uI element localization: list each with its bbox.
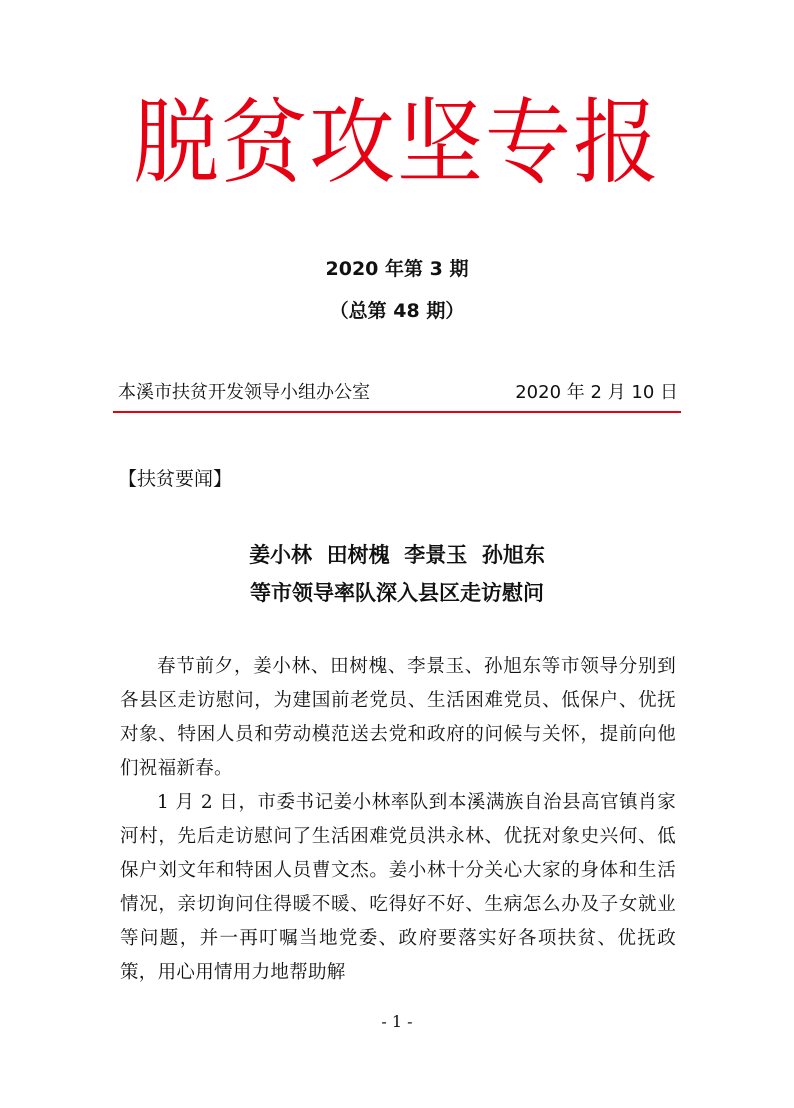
section-tag: 【扶贫要闻】 xyxy=(118,468,233,490)
page-number: - 1 - xyxy=(381,1012,413,1031)
article-headline-line2: 等市领导率队深入县区走访慰问 xyxy=(250,581,544,605)
paragraph: 1 月 2 日，市委书记姜小林率队到本溪满族自治县高官镇肖家河村，先后走访慰问了生活困难党员洪永林、优抚对象史兴何、低保户刘文年和特困人员曹文杰。姜小林十分关心大家的身体和生活情况，亲切询问住得暖不暖、吃得好不好、生病怎么办及子女就业等问题，并一再叮嘱当地党委、政府要落实好各项扶贫、优抚政策，用心用情用力地帮助解 xyxy=(120,792,676,983)
header-line xyxy=(118,380,678,406)
issuing-organization: 本溪市扶贫开发领导小组办公室 xyxy=(118,382,370,403)
issue-total-number: （总第 48 期） xyxy=(329,300,465,322)
paragraph: 春节前夕，姜小林、田树槐、李景玉、孙旭东等市领导分别到各县区走访慰问，为建国前老党员、生活困难党员、低保户、优抚对象、特困人员和劳动模范送去党和政府的问候与关怀，提前向他们祝福新春。 xyxy=(120,656,676,779)
issue-number: 2020 年第 3 期 xyxy=(325,258,469,280)
issue-date: 2020 年 2 月 10 日 xyxy=(515,382,678,403)
red-divider xyxy=(113,411,681,413)
article-headline-line1: 姜小林 田树槐 李景玉 孙旭东 xyxy=(249,543,545,567)
article-body xyxy=(120,650,676,990)
masthead-title: 脱贫攻坚专报 xyxy=(133,89,661,197)
